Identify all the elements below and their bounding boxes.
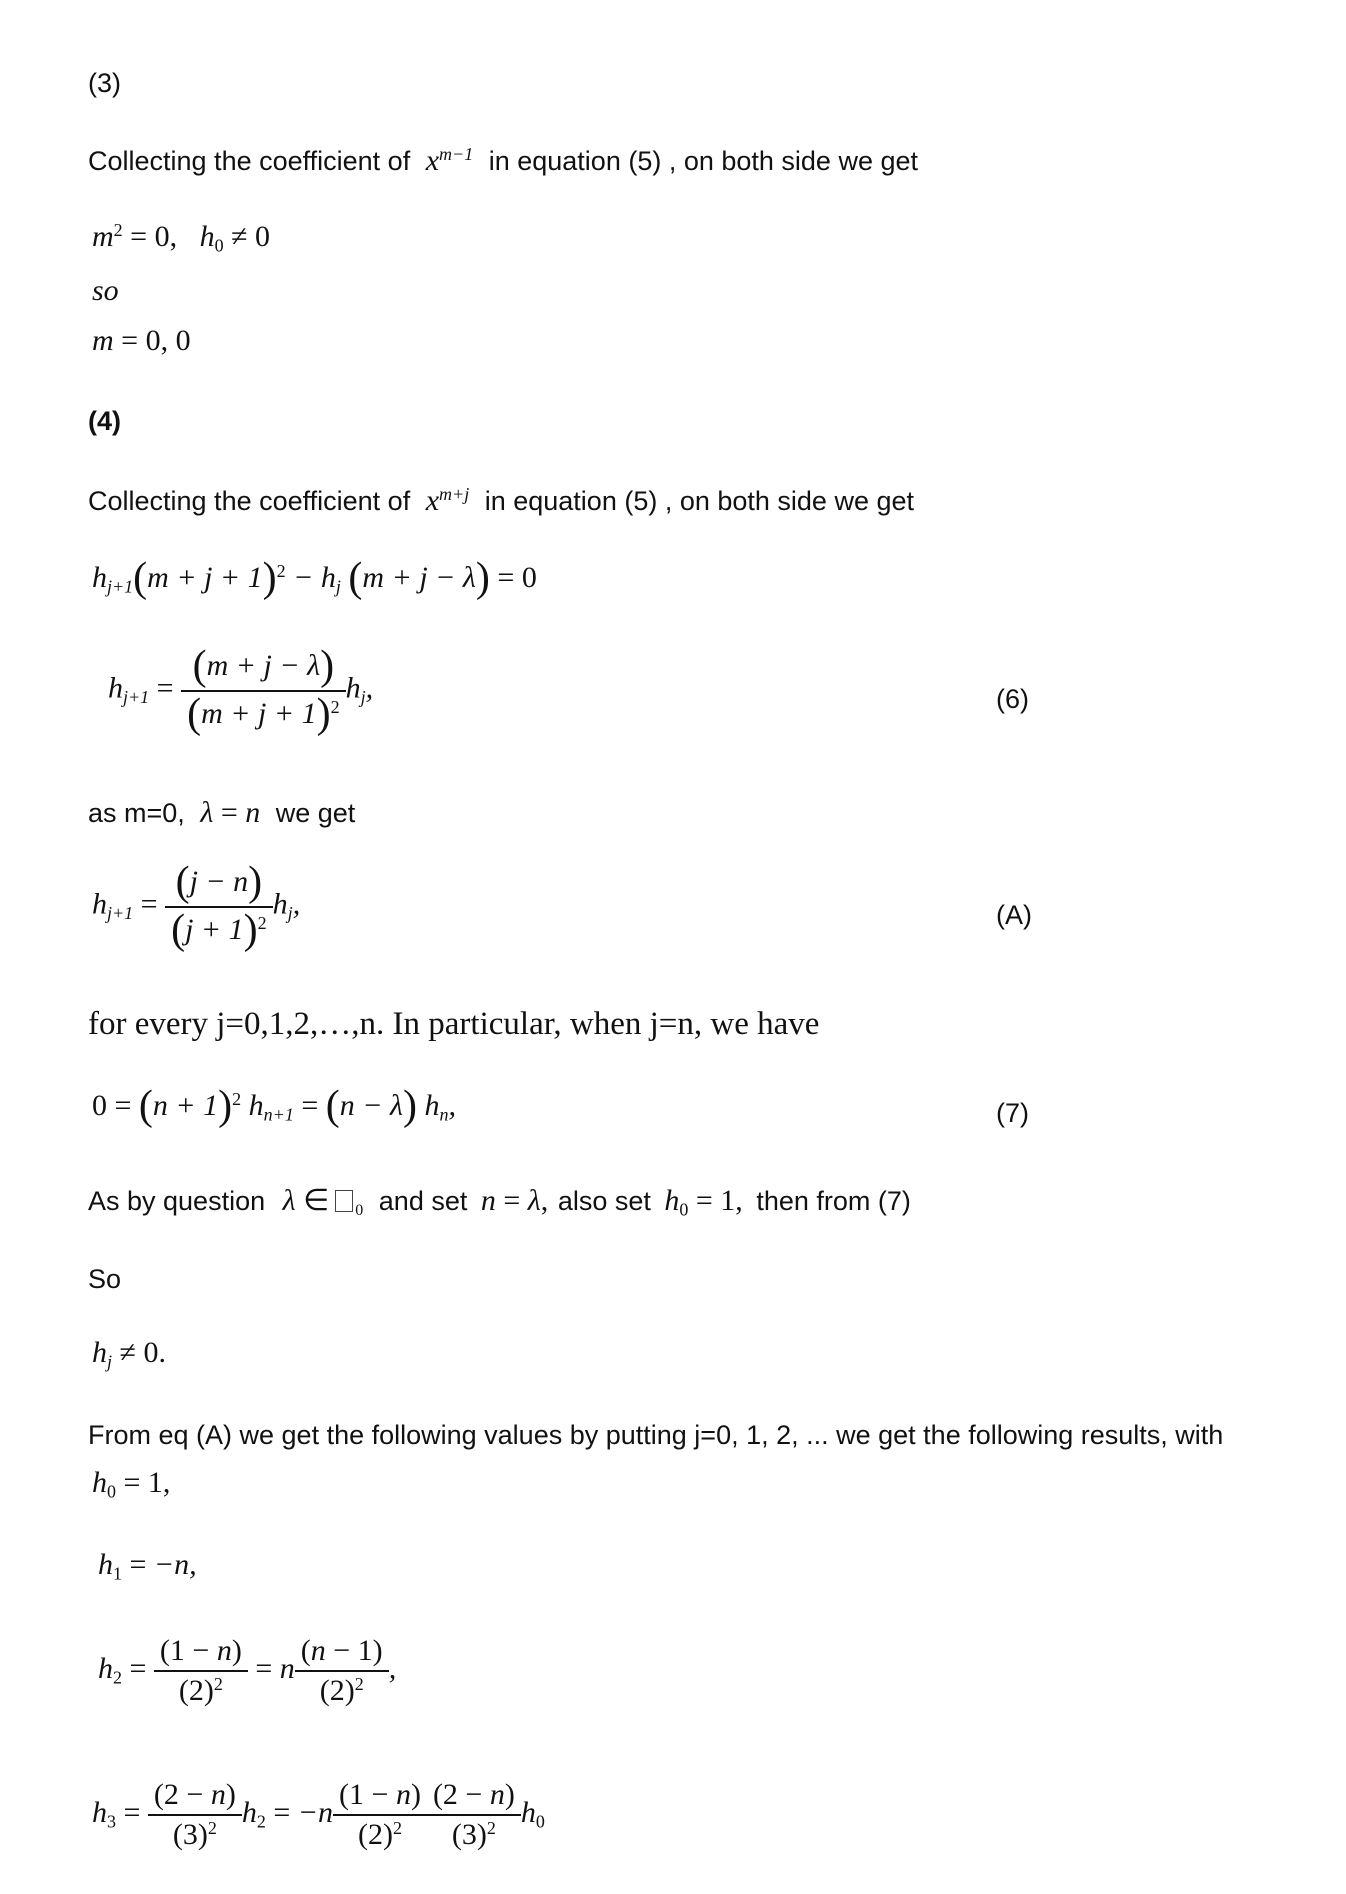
- eq-m-squared: $m^2 = 0$, $h_0 \ne 0$: [92, 220, 271, 256]
- eq-h3: $h_3$ = $\frac{(2 - n)}{(3)^2}$ $h_2 = -n$ $\frac{(1 - n)}{(2)^2}$ $\frac{(2 - n)}{(3)^2}$ $h_0$: [92, 1778, 545, 1851]
- eq-7-label: (7): [996, 1098, 1029, 1128]
- eq-h0: $h_0 = 1$,: [92, 1466, 171, 1502]
- eq-6-label: (6): [996, 684, 1029, 714]
- for-every-line: for every j=0,1,2,…,n. In particular, when j=n, we have: [88, 1006, 820, 1042]
- eq-recurrence: $h_{j+1}(m + j + 1)^2 - h_j$ (m + j − λ) = 0: [92, 555, 537, 601]
- also-set-text: also set: [557, 1186, 651, 1216]
- collect-prefix-1: Collecting the coefficient of: [88, 146, 411, 176]
- missing-glyph-box: [335, 1190, 353, 1212]
- from-eq-line: From eq (A) we get the following values by putting j=0, 1, 2, ... we get the following results, with: [88, 1420, 1224, 1450]
- as-m0-text: as m=0,: [88, 798, 185, 828]
- section-4-label: (4): [88, 406, 121, 436]
- eq-A: $h_{j+1}$ = $\frac{(j - n)}{(j + 1)^2}$ $h_j$,: [92, 859, 301, 953]
- eq-m-zero: m = 0, 0: [92, 324, 191, 357]
- and-set-text: and set: [378, 1186, 468, 1216]
- collect-line-1: Collecting the coefficient of $x^{m-1}$ in equation (5) , on both side we get: [88, 144, 919, 177]
- so-word: so: [92, 274, 119, 307]
- So-word: So: [88, 1264, 122, 1294]
- collect-suffix-2: in equation (5) , on both side we get: [484, 486, 915, 516]
- collect-prefix-2: Collecting the coefficient of: [88, 486, 411, 516]
- we-get-text: we get: [275, 798, 356, 828]
- eq-h2: $h_2$ = $\frac{(1 - n)}{(2)^2}$ = n $\frac{(n - 1)}{(2)^2}$ ,: [98, 1634, 397, 1707]
- eq-6: $h_{j+1}$ = $\frac{(m + j - \lambda)}{(m + j + 1)^2}$ $h_j$,: [108, 643, 374, 737]
- eq-A-label: (A): [996, 900, 1032, 930]
- eq-7: $0 = (n + 1)^2$ $h_{n+1} = (n - \lambda)$ $h_n$,: [92, 1083, 456, 1129]
- then-from-text: then from (7): [756, 1186, 911, 1216]
- as-m0-line: as m=0, λ = n we get: [88, 796, 356, 829]
- eq-hj-nonzero: $h_j \ne 0$.: [92, 1336, 166, 1372]
- collect-line-2: Collecting the coefficient of $x^{m+j}$ in equation (5) , on both side we get: [88, 484, 915, 517]
- as-by-question-line: As by question λ ∈ $_0$ and set n = λ, also set $h_0 = 1$, then from (7): [88, 1184, 911, 1220]
- section-3-label: (3): [88, 68, 121, 98]
- collect-suffix-1: in equation (5) , on both side we get: [488, 146, 919, 176]
- eq-h1: $h_1 = -n$,: [98, 1548, 197, 1584]
- as-by-question-text: As by question: [88, 1186, 266, 1216]
